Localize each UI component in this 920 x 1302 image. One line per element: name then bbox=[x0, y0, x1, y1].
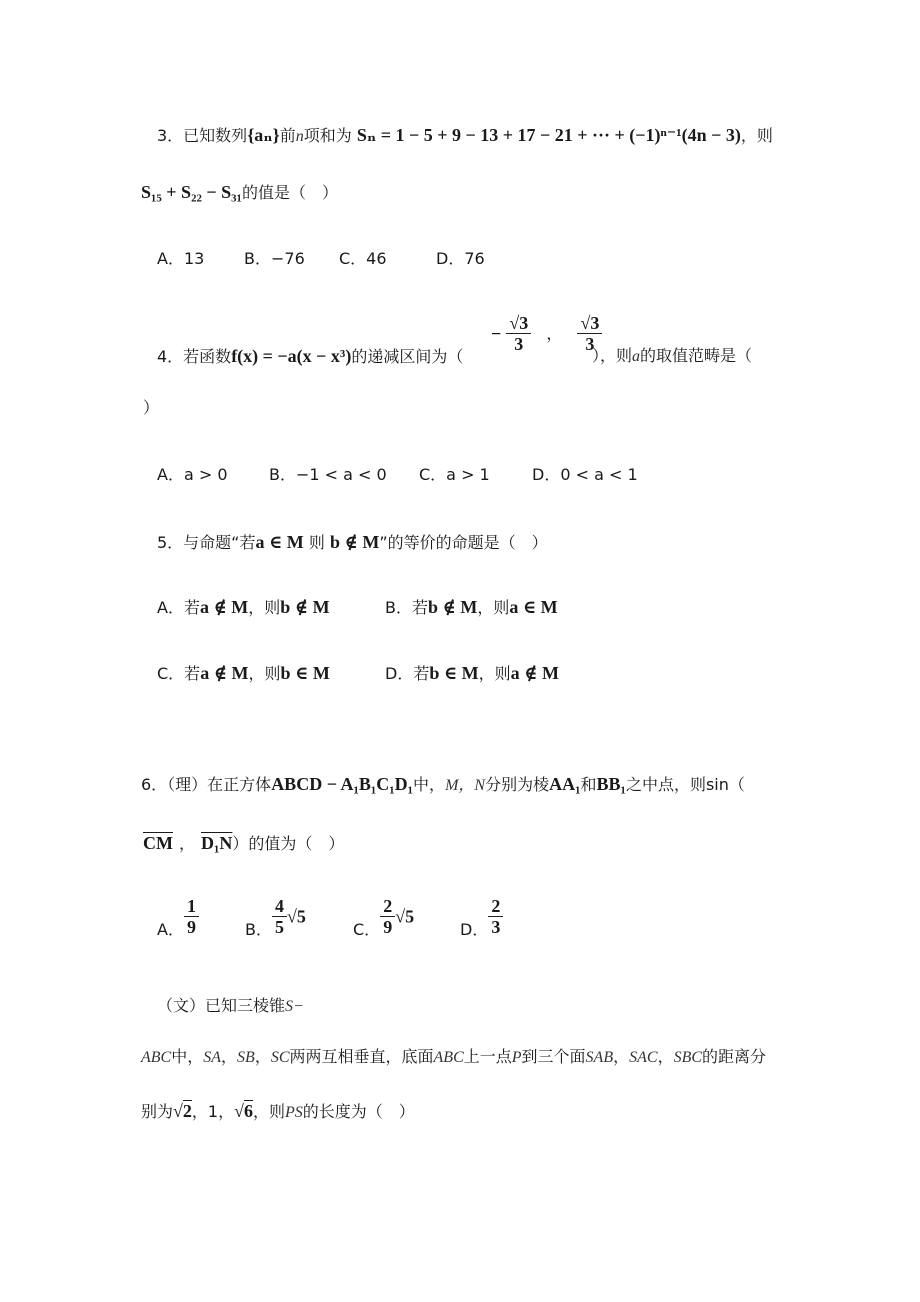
q3-text: 项和为 bbox=[303, 126, 352, 145]
q6-wen-text: （文）已知三棱锥 bbox=[157, 996, 286, 1015]
q4-fraction-left bbox=[506, 313, 531, 354]
q4-text: ），则 bbox=[592, 346, 633, 365]
option-label: B．若 bbox=[385, 598, 428, 617]
q4-var-a: a bbox=[632, 348, 641, 365]
q6-wen-text: 上一点 bbox=[463, 1047, 512, 1066]
q6-cube: ABCD − A₁B₁C₁D₁ bbox=[271, 774, 414, 794]
q5-stem bbox=[157, 531, 548, 554]
q6-wen-text: ，则 bbox=[252, 1102, 285, 1121]
option-text: ，则 bbox=[477, 598, 510, 617]
q4-stem-line1 bbox=[157, 345, 463, 368]
q4-stem-line2: ） bbox=[143, 398, 160, 417]
q6-wen-var: SC bbox=[270, 1049, 290, 1066]
q3-sn-formula: Sₙ = 1 − 5 + 9 − 13 + 17 − 21 + ··· + (−1)ⁿ⁻¹(4n − 3) bbox=[356, 125, 741, 145]
option-condition-2: a ∉ M bbox=[510, 663, 559, 683]
q4-text: 的取值范畴是（ bbox=[640, 346, 753, 365]
option-label: C．若 bbox=[157, 664, 201, 683]
q6-wen-line1 bbox=[157, 995, 304, 1018]
fraction-numerator: 4 bbox=[272, 896, 287, 917]
option-fraction bbox=[380, 896, 395, 937]
q6-wen-var: ABC bbox=[433, 1049, 464, 1066]
q5-option-a bbox=[157, 596, 330, 619]
option-radical: √5 bbox=[395, 906, 415, 927]
q5-text: ”的等价的命题是（ ） bbox=[379, 533, 548, 552]
fraction-denominator: 5 bbox=[274, 917, 284, 937]
q3-text: ，则 bbox=[740, 126, 773, 145]
q6-wen-text: ， bbox=[254, 1047, 271, 1066]
option-condition-1: a ∉ M bbox=[199, 597, 249, 617]
q6-stem-line1 bbox=[141, 773, 745, 797]
q4-option-b: B．−1 < a < 0 bbox=[269, 465, 387, 484]
q6-vector-cm: $\overline{CM}$ bbox=[143, 833, 173, 853]
q3-text: 的值是（ ） bbox=[241, 183, 338, 202]
q4-stem-line1-end bbox=[592, 345, 752, 368]
q6-wen-var: SB bbox=[237, 1049, 255, 1066]
option-label: C． bbox=[353, 920, 381, 939]
q4-text: 的递减区间为（ bbox=[351, 347, 464, 366]
fraction-denominator: 3 bbox=[514, 334, 524, 354]
q5-condition-1: a ∈ M bbox=[255, 532, 304, 552]
q3-stem-line2 bbox=[141, 181, 338, 204]
q3-option-b: B．−76 bbox=[244, 249, 305, 268]
q6-wen-sqrt2: √2 bbox=[173, 1101, 192, 1121]
q6-wen-sqrt6: √6 bbox=[234, 1101, 253, 1121]
q6-wen-var: PS bbox=[285, 1104, 303, 1121]
q6-wen-text: ， bbox=[657, 1047, 674, 1066]
q6-comma: ， bbox=[179, 834, 196, 853]
q6-text: 和 bbox=[580, 775, 597, 794]
q6-wen-text: ，1， bbox=[191, 1102, 235, 1121]
q6-edge-aa1: AA₁ bbox=[549, 774, 581, 794]
fraction-denominator: 9 bbox=[186, 917, 196, 937]
option-condition-2: b ∈ M bbox=[280, 663, 330, 683]
q3-var-n: n bbox=[295, 128, 304, 145]
q6-wen-text: 中， bbox=[171, 1047, 204, 1066]
q3-option-a: A．13 bbox=[157, 249, 205, 268]
q3-option-c: C．46 bbox=[339, 249, 387, 268]
q6-wen-text: ， bbox=[221, 1047, 238, 1066]
q6-wen-line2 bbox=[141, 1046, 766, 1069]
q6-wen-var: SAC bbox=[629, 1049, 658, 1066]
option-condition-1: b ∈ M bbox=[429, 663, 479, 683]
radicand: 2 bbox=[182, 1101, 192, 1121]
option-condition-2: b ∉ M bbox=[280, 597, 330, 617]
q6-wen-text: 到三个面 bbox=[521, 1047, 586, 1066]
q6-text: ）的值为（ ） bbox=[232, 834, 345, 853]
q6-text: 分别为棱 bbox=[485, 775, 550, 794]
option-fraction bbox=[184, 896, 199, 937]
q6-text: 6．（理）在正方体 bbox=[141, 775, 272, 794]
q6-wen-text: 的长度为（ ） bbox=[302, 1102, 415, 1121]
q4-minus: − bbox=[491, 323, 502, 344]
fraction-denominator: 9 bbox=[383, 917, 393, 937]
q6-wen-var: P bbox=[511, 1049, 522, 1066]
option-fraction bbox=[272, 896, 287, 937]
option-condition-1: b ∉ M bbox=[427, 597, 478, 617]
option-label: B． bbox=[245, 920, 272, 939]
q3-stem-line1 bbox=[157, 124, 773, 148]
fraction-numerator: 1 bbox=[184, 896, 199, 917]
q6-wen-text: 别为 bbox=[141, 1102, 174, 1121]
q6-option-a bbox=[157, 896, 199, 940]
q5-text: 则 bbox=[308, 533, 325, 552]
q6-stem-line2 bbox=[143, 832, 344, 855]
q6-wen-var: SA bbox=[203, 1049, 222, 1066]
q6-wen-var: SAB bbox=[585, 1049, 614, 1066]
q6-wen-var: ABC bbox=[141, 1049, 172, 1066]
q4-option-c: C．a > 1 bbox=[419, 465, 490, 484]
fraction-numerator: 2 bbox=[488, 896, 503, 917]
q3-text: 前 bbox=[279, 126, 296, 145]
q3-sum-expression: S₁₅ + S₂₂ − S₃₁ bbox=[141, 182, 242, 202]
q6-option-d bbox=[460, 896, 503, 940]
q6-wen-text: 的距离分 bbox=[702, 1047, 767, 1066]
q5-option-b bbox=[385, 596, 558, 619]
option-label: D． bbox=[460, 920, 489, 939]
q4-interval bbox=[491, 313, 602, 354]
q4-comma: ， bbox=[546, 323, 563, 343]
q5-option-c bbox=[157, 662, 330, 685]
radicand: 6 bbox=[243, 1101, 253, 1121]
option-label: A． bbox=[157, 920, 184, 939]
q4-text: 4．若函数 bbox=[157, 347, 232, 366]
fraction-numerator: √3 bbox=[577, 313, 602, 334]
q4-option-d: D．0 < a < 1 bbox=[532, 465, 638, 484]
q6-points: M，N bbox=[445, 777, 486, 794]
q3-text: 3．已知数列 bbox=[157, 126, 248, 145]
option-text: ，则 bbox=[478, 664, 511, 683]
q6-option-c bbox=[353, 896, 414, 940]
option-text: ，则 bbox=[248, 598, 281, 617]
fraction-denominator: 3 bbox=[491, 917, 501, 937]
q6-wen-text: ， bbox=[613, 1047, 630, 1066]
q6-edge-bb1: BB₁ bbox=[596, 774, 626, 794]
q3-option-d: D．76 bbox=[436, 249, 485, 268]
q6-text: 之中点，则sin（ bbox=[625, 775, 745, 794]
fraction-numerator: √3 bbox=[506, 313, 531, 334]
q6-vector-d1n: D₁N bbox=[201, 833, 233, 853]
q6-wen-var: S− bbox=[285, 998, 304, 1015]
fraction-denominator: 3 bbox=[585, 334, 595, 354]
q6-option-b bbox=[245, 896, 306, 940]
option-label: A．若 bbox=[157, 598, 200, 617]
option-text: ，则 bbox=[248, 664, 281, 683]
q5-option-d bbox=[385, 662, 559, 685]
option-condition-1: a ∉ M bbox=[200, 663, 249, 683]
q3-sequence: {aₙ} bbox=[247, 125, 280, 145]
q6-text: 中， bbox=[413, 775, 446, 794]
q4-option-a: A．a > 0 bbox=[157, 465, 228, 484]
option-radical: √5 bbox=[286, 906, 306, 927]
q4-function: f(x) = −a(x − x³) bbox=[231, 346, 352, 366]
q5-condition-2: b ∉ M bbox=[330, 532, 380, 552]
q6-wen-var: SBC bbox=[673, 1049, 703, 1066]
q6-wen-text: 两两互相垂直，底面 bbox=[289, 1047, 434, 1066]
q5-text: 5．与命题“若 bbox=[157, 533, 256, 552]
option-condition-2: a ∈ M bbox=[509, 597, 558, 617]
option-fraction bbox=[488, 896, 503, 937]
q6-wen-line3 bbox=[141, 1100, 415, 1124]
fraction-numerator: 2 bbox=[380, 896, 395, 917]
option-label: D．若 bbox=[385, 664, 430, 683]
